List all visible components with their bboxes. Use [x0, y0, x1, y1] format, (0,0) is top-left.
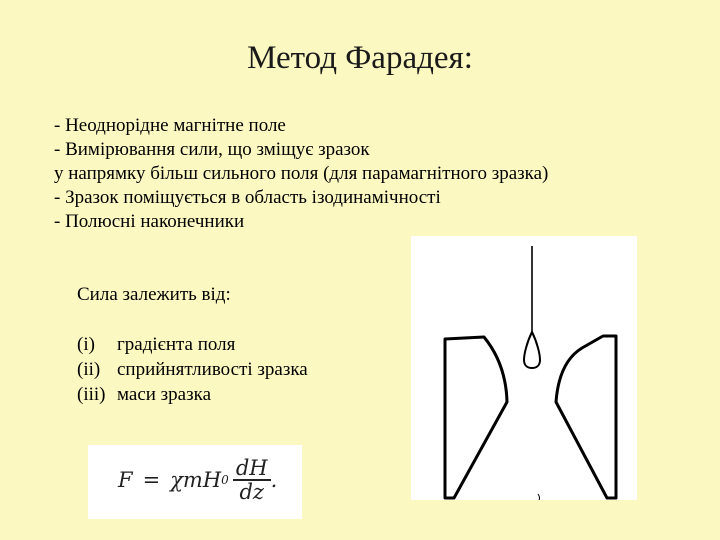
item-text: сприйнятливості зразка: [117, 359, 308, 380]
dependence-item: [77, 332, 308, 357]
bullet-item: - Полюсні наконечники: [54, 211, 245, 232]
right-pole-piece: [556, 336, 616, 498]
formula-m: m: [182, 468, 203, 492]
formula-equals: =: [142, 468, 161, 492]
formula-image: [88, 445, 302, 519]
bullet-item: у напрямку більш сильного поля (для парамагнітного зразка): [54, 163, 549, 184]
formula-numerator: dH: [233, 457, 271, 481]
bullet-item: - Вимірювання сили, що зміщує зразок: [54, 139, 370, 160]
item-marker: (i): [77, 334, 95, 355]
formula-denominator: dz: [239, 480, 264, 504]
formula-chi: χ: [170, 468, 183, 492]
item-marker: (ii): [77, 359, 101, 380]
dependence-heading: Сила залежить від:: [77, 284, 231, 305]
item-marker: (iii): [77, 384, 106, 405]
bullet-item: - Зразок поміщується в область ізодинамічності: [54, 187, 441, 208]
formula-h: H: [202, 468, 222, 492]
item-text: градієнта поля: [117, 334, 236, 355]
dependence-item: [77, 357, 308, 382]
force-formula: [118, 457, 277, 503]
dependence-item: [77, 382, 308, 407]
left-pole-piece: [445, 337, 507, 498]
bullet-list: [54, 114, 548, 234]
formula-period: .: [270, 468, 278, 492]
formula-h-sub: 0: [221, 473, 229, 487]
dependence-block: [77, 282, 308, 407]
pole-pieces-drawing: [411, 236, 637, 500]
sample-bulb: [524, 332, 540, 368]
bullet-item: - Неоднорідне магнітне поле: [54, 115, 286, 136]
pole-pieces-diagram: [411, 236, 637, 500]
formula-fraction: [233, 457, 271, 503]
item-text: маси зразка: [117, 384, 211, 405]
formula-lhs: F: [118, 468, 133, 492]
stray-mark: [538, 494, 540, 500]
slide-title: Метод Фарадея:: [247, 40, 473, 76]
